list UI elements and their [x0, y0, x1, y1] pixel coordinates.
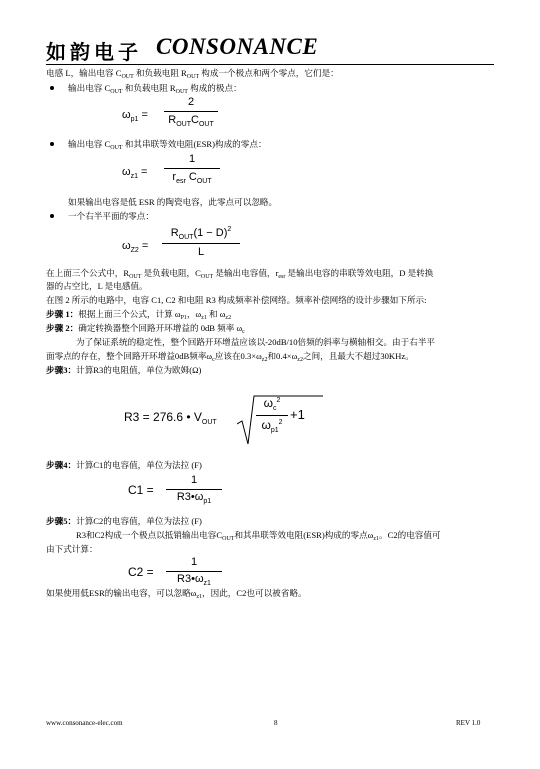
equation-numerator: 2	[187, 96, 195, 108]
step-2-detail-1: 为了保证系统的稳定性，整个回路开环增益应该以-20dB/10倍频的斜率与横轴相交。由于右半平	[76, 337, 436, 347]
footer-revision: REV 1.0	[456, 719, 481, 727]
equation-wz1	[122, 153, 232, 193]
company-name-cn: 如韵电子	[46, 40, 142, 64]
equation-denominator: $R3•\omega_{p1}$	[176, 491, 212, 505]
fraction-bar	[166, 571, 222, 572]
step-label: 步骤5：	[46, 516, 77, 526]
equation-lhs: $\omega_{Z2}$ =	[122, 240, 149, 254]
bullet-zero-text: 输出电容 $C_{OUT}$ 和其串联等效电阻(ESR)构成的零点：	[68, 139, 267, 151]
step-text: 计算R3的电阻值，单位为欧姆(Ω)	[76, 365, 202, 375]
step-5	[46, 515, 202, 527]
step-text: 根据上面三个公式，计算 $\omega_{P1}$，$\omega_{z1}$ 和 $\omega_{z2}$	[78, 309, 232, 321]
closing-note: 如果使用低ESR的输出电容，可以忽略$\omega_{z1}$，因此，C2也可以被省略。	[46, 588, 307, 600]
equation-numerator: $\omega_c^2$	[263, 396, 281, 412]
step-text: 计算C2的电容值，单位为法拉 (F)	[76, 516, 202, 526]
paragraph-formula-legend-1: 在上面三个公式中，$R_{OUT}$ 是负载电阻，$C_{OUT}$ 是输出电容值，$r_{esr}$ 是输出电容的串联等效电阻，D 是转换	[46, 268, 434, 280]
intro-text: 电感 L，输出电容 $C_{OUT}$ 和负载电阻 $R_{OUT}$ 构成一个极点和两个零点，它们是：	[46, 68, 339, 80]
bullet-icon	[50, 214, 54, 218]
fraction-bar	[164, 168, 220, 169]
company-name-en: CONSONANCE	[156, 34, 319, 59]
step-text: 计算C1的电容值，单位为法拉 (F)	[76, 460, 202, 470]
equation-denominator: $r_{esr}$ $C_{OUT}$	[172, 171, 212, 185]
equation-wz2	[122, 226, 252, 266]
step-label: 步骤 2：	[46, 323, 79, 333]
step-label: 步骤3：	[46, 365, 77, 375]
header	[46, 34, 494, 64]
bullet-icon	[50, 142, 54, 146]
equation-denominator: $\omega_{p1}^2$	[261, 418, 283, 434]
esr-note-text: 如果输出电容是低 ESR 的陶瓷电容，此零点可以忽略。	[68, 197, 278, 207]
equation-denominator: $R_{OUT}C_{OUT}$	[168, 114, 214, 128]
paragraph-formula-legend-2: 器的占空比，L 是电感值。	[46, 281, 148, 291]
step-text: 确定转换器整个回路开环增益的 0dB 频率 $\omega_c$	[78, 323, 245, 335]
header-rule	[46, 64, 494, 65]
equation-lhs: R3 = 276.6 • $V_{OUT}$	[124, 410, 217, 426]
step-5-detail-1: R3和C2构成一个极点以抵销输出电容$C_{OUT}$和其串联等效电阻(ESR)构成的零点$\omega_{z1}$。C2的电容值可	[76, 530, 441, 542]
equation-numerator: $R_{OUT}(1 - D)^2$	[170, 226, 232, 241]
equation-c1	[128, 474, 238, 510]
equation-r3	[124, 390, 324, 448]
fraction-bar	[166, 489, 222, 490]
equation-lhs: C1 =	[128, 483, 154, 497]
equation-wp1	[122, 96, 232, 136]
paragraph-compensation: 在图 2 所示的电路中，电容 C1, C2 和电阻 R3 构成频率补偿网络。频率补偿网络的设计步骤如下所示:	[46, 295, 427, 305]
equation-lhs: C2 =	[128, 565, 154, 579]
step-5-detail-2: 由下式计算：	[46, 544, 98, 554]
step-3	[46, 364, 201, 376]
footer-website: www.consonance-elec.com	[46, 719, 123, 727]
fraction-bar	[256, 415, 288, 416]
equation-numerator: 1	[188, 153, 196, 165]
equation-denominator: L	[197, 246, 205, 258]
step-label: 步骤 1：	[46, 309, 79, 319]
step-4	[46, 459, 202, 471]
footer-page-number: 8	[274, 719, 278, 727]
bullet-pole-text: 输出电容 $C_{OUT}$ 和负载电阻 $R_{OUT}$ 构成的极点：	[68, 83, 242, 95]
equation-lhs: $\omega_{z1}$ =	[122, 166, 148, 180]
equation-numerator: 1	[190, 556, 198, 568]
bullet-icon	[50, 86, 54, 90]
equation-plus-one: +1	[290, 407, 305, 422]
equation-denominator: $R3•\omega_{z1}$	[177, 573, 211, 587]
step-2-detail-2: 面零点的存在，整个回路开环增益0dB频率$\omega_c$应该在$0.3\times\omega_{z2}$和$0.4\times\omega_{z2}$之间，且最大不超过30KHz。	[46, 351, 414, 363]
step-label: 步骤4：	[46, 460, 77, 470]
fraction-bar	[164, 111, 218, 112]
equation-lhs: $\omega_{p1}$ =	[122, 109, 148, 123]
equation-numerator: 1	[190, 474, 198, 486]
fraction-bar	[162, 243, 240, 244]
bullet-rhp-zero-text: 一个右半平面的零点：	[68, 211, 154, 221]
